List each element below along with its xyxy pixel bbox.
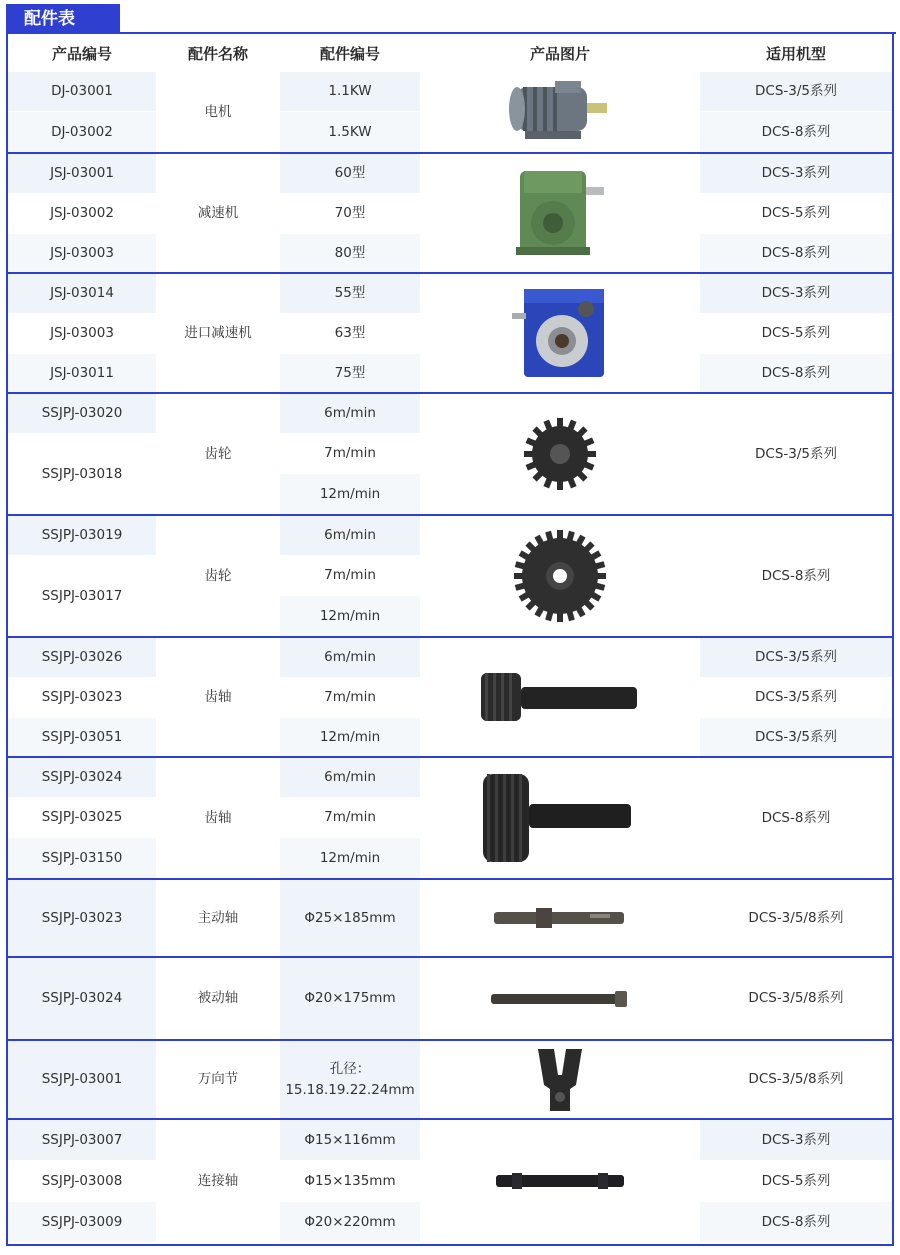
model: DCS-3/5系列 bbox=[700, 718, 892, 756]
part-spec: 1.1KW bbox=[280, 72, 420, 111]
product-code: JSJ-03003 bbox=[8, 234, 156, 272]
part-spec: 55型 bbox=[280, 274, 420, 313]
part-spec: 60型 bbox=[280, 154, 420, 193]
product-code: SSJPJ-03023 bbox=[8, 880, 156, 956]
model: DCS-8系列 bbox=[700, 234, 892, 272]
part-spec: 75型 bbox=[280, 354, 420, 392]
product-code: SSJPJ-03001 bbox=[8, 1041, 156, 1118]
small-gear-photo bbox=[420, 394, 700, 514]
product-code: SSJPJ-03017 bbox=[41, 587, 123, 604]
part-spec: 6m/min bbox=[280, 516, 420, 555]
header-part-name: 配件名称 bbox=[187, 44, 248, 63]
group-driven-shaft bbox=[8, 956, 892, 1039]
part-name: 连接轴 bbox=[197, 1172, 239, 1189]
product-code: DJ-03001 bbox=[8, 72, 156, 111]
model: DCS-8系列 bbox=[700, 1202, 892, 1242]
group-gear-shaft-large bbox=[8, 756, 892, 878]
part-name: 电机 bbox=[204, 103, 232, 120]
part-spec: Φ15×116mm bbox=[280, 1120, 420, 1160]
product-code: SSJPJ-03024 bbox=[8, 958, 156, 1039]
driven-shaft-photo bbox=[420, 958, 700, 1039]
product-code: SSJPJ-03009 bbox=[8, 1202, 156, 1242]
part-spec: 12m/min bbox=[280, 596, 420, 636]
part-spec: 12m/min bbox=[280, 718, 420, 756]
part-spec: Φ20×220mm bbox=[280, 1202, 420, 1242]
product-code: JSJ-03011 bbox=[8, 354, 156, 392]
group-gear-small bbox=[8, 392, 892, 514]
model: DCS-3系列 bbox=[700, 154, 892, 193]
large-gear-photo bbox=[420, 516, 700, 636]
group-reducer bbox=[8, 152, 892, 272]
part-spec: 63型 bbox=[334, 325, 366, 342]
part-spec: 6m/min bbox=[280, 394, 420, 433]
spec-line-2: 15.18.19.22.24mm bbox=[285, 1081, 415, 1098]
group-imported-reducer bbox=[8, 272, 892, 392]
parts-table bbox=[6, 32, 894, 1246]
part-spec: 1.5KW bbox=[280, 112, 420, 152]
product-code: SSJPJ-03024 bbox=[8, 758, 156, 797]
product-code: JSJ-03001 bbox=[8, 154, 156, 193]
product-code: JSJ-03014 bbox=[8, 274, 156, 313]
header-product-code: 产品编号 bbox=[51, 44, 112, 63]
product-code: SSJPJ-03023 bbox=[41, 689, 123, 706]
product-code: SSJPJ-03051 bbox=[8, 718, 156, 756]
product-code: SSJPJ-03150 bbox=[8, 838, 156, 878]
model: DCS-5系列 bbox=[761, 1172, 831, 1189]
part-name: 齿轮 bbox=[204, 567, 232, 584]
part-spec: 7m/min bbox=[324, 689, 376, 706]
product-code: DJ-03002 bbox=[8, 112, 156, 152]
part-name: 齿轮 bbox=[204, 445, 232, 462]
model: DCS-8系列 bbox=[761, 809, 831, 826]
universal-joint-photo bbox=[420, 1041, 700, 1118]
model: DCS-3/5系列 bbox=[755, 689, 837, 706]
header-part-spec: 配件编号 bbox=[319, 44, 380, 63]
header-product-photo: 产品图片 bbox=[529, 44, 590, 63]
part-spec: 7m/min bbox=[324, 567, 376, 584]
part-spec: 70型 bbox=[334, 205, 366, 222]
model: DCS-8系列 bbox=[700, 354, 892, 392]
part-spec: Φ20×175mm bbox=[280, 958, 420, 1039]
title-bar bbox=[6, 0, 896, 34]
model: DCS-5系列 bbox=[761, 325, 831, 342]
part-name: 齿轴 bbox=[204, 809, 232, 826]
model: DCS-3/5系列 bbox=[700, 638, 892, 677]
page-title: 配件表 bbox=[6, 4, 120, 34]
table-header bbox=[8, 34, 892, 72]
spec-line-1: 孔径： bbox=[329, 1061, 371, 1078]
part-name: 齿轴 bbox=[204, 688, 232, 705]
blue-reducer-photo bbox=[420, 274, 700, 392]
part-name: 进口减速机 bbox=[184, 324, 252, 341]
product-code: SSJPJ-03020 bbox=[8, 394, 156, 433]
part-spec: 6m/min bbox=[280, 638, 420, 677]
gear-shaft-small-photo bbox=[420, 638, 700, 756]
part-name: 减速机 bbox=[197, 204, 239, 221]
part-spec: 6m/min bbox=[280, 758, 420, 797]
product-code: JSJ-03002 bbox=[50, 205, 114, 222]
part-spec: 12m/min bbox=[280, 838, 420, 878]
model: DCS-3/5/8系列 bbox=[748, 1071, 844, 1088]
model: DCS-3系列 bbox=[700, 274, 892, 313]
drive-shaft-photo bbox=[420, 880, 700, 956]
part-name: 被动轴 bbox=[197, 990, 239, 1007]
product-code: SSJPJ-03026 bbox=[8, 638, 156, 677]
part-name: 主动轴 bbox=[197, 909, 239, 926]
connecting-shaft-photo bbox=[420, 1120, 700, 1242]
product-code: SSJPJ-03018 bbox=[41, 465, 123, 482]
group-connecting-shaft bbox=[8, 1118, 892, 1244]
model: DCS-3/5系列 bbox=[700, 72, 892, 111]
part-name: 万向节 bbox=[197, 1071, 239, 1088]
part-spec: Φ15×135mm bbox=[304, 1172, 396, 1189]
model: DCS-3系列 bbox=[700, 1120, 892, 1160]
product-code: SSJPJ-03025 bbox=[41, 809, 123, 826]
model: DCS-5系列 bbox=[761, 205, 831, 222]
group-universal-joint bbox=[8, 1039, 892, 1118]
part-spec: 7m/min bbox=[324, 445, 376, 462]
group-gear-shaft bbox=[8, 636, 892, 756]
part-spec: 12m/min bbox=[280, 474, 420, 514]
model: DCS-8系列 bbox=[761, 567, 831, 584]
part-spec: 80型 bbox=[280, 234, 420, 272]
product-code: SSJPJ-03008 bbox=[41, 1172, 123, 1189]
part-spec: Φ25×185mm bbox=[280, 880, 420, 956]
model: DCS-3/5/8系列 bbox=[748, 909, 844, 926]
product-code: JSJ-03003 bbox=[50, 325, 114, 342]
gear-shaft-large-photo bbox=[420, 758, 700, 878]
product-code: SSJPJ-03019 bbox=[8, 516, 156, 555]
motor-photo bbox=[420, 72, 700, 152]
part-spec bbox=[280, 1041, 420, 1118]
part-spec: 7m/min bbox=[324, 809, 376, 826]
group-drive-shaft bbox=[8, 878, 892, 956]
header-model: 适用机型 bbox=[765, 44, 826, 63]
product-code: SSJPJ-03007 bbox=[8, 1120, 156, 1160]
group-gear-large bbox=[8, 514, 892, 636]
group-motor bbox=[8, 72, 892, 152]
model: DCS-8系列 bbox=[700, 112, 892, 152]
green-reducer-photo bbox=[420, 154, 700, 272]
model: DCS-3/5系列 bbox=[755, 445, 837, 462]
model: DCS-3/5/8系列 bbox=[748, 990, 844, 1007]
